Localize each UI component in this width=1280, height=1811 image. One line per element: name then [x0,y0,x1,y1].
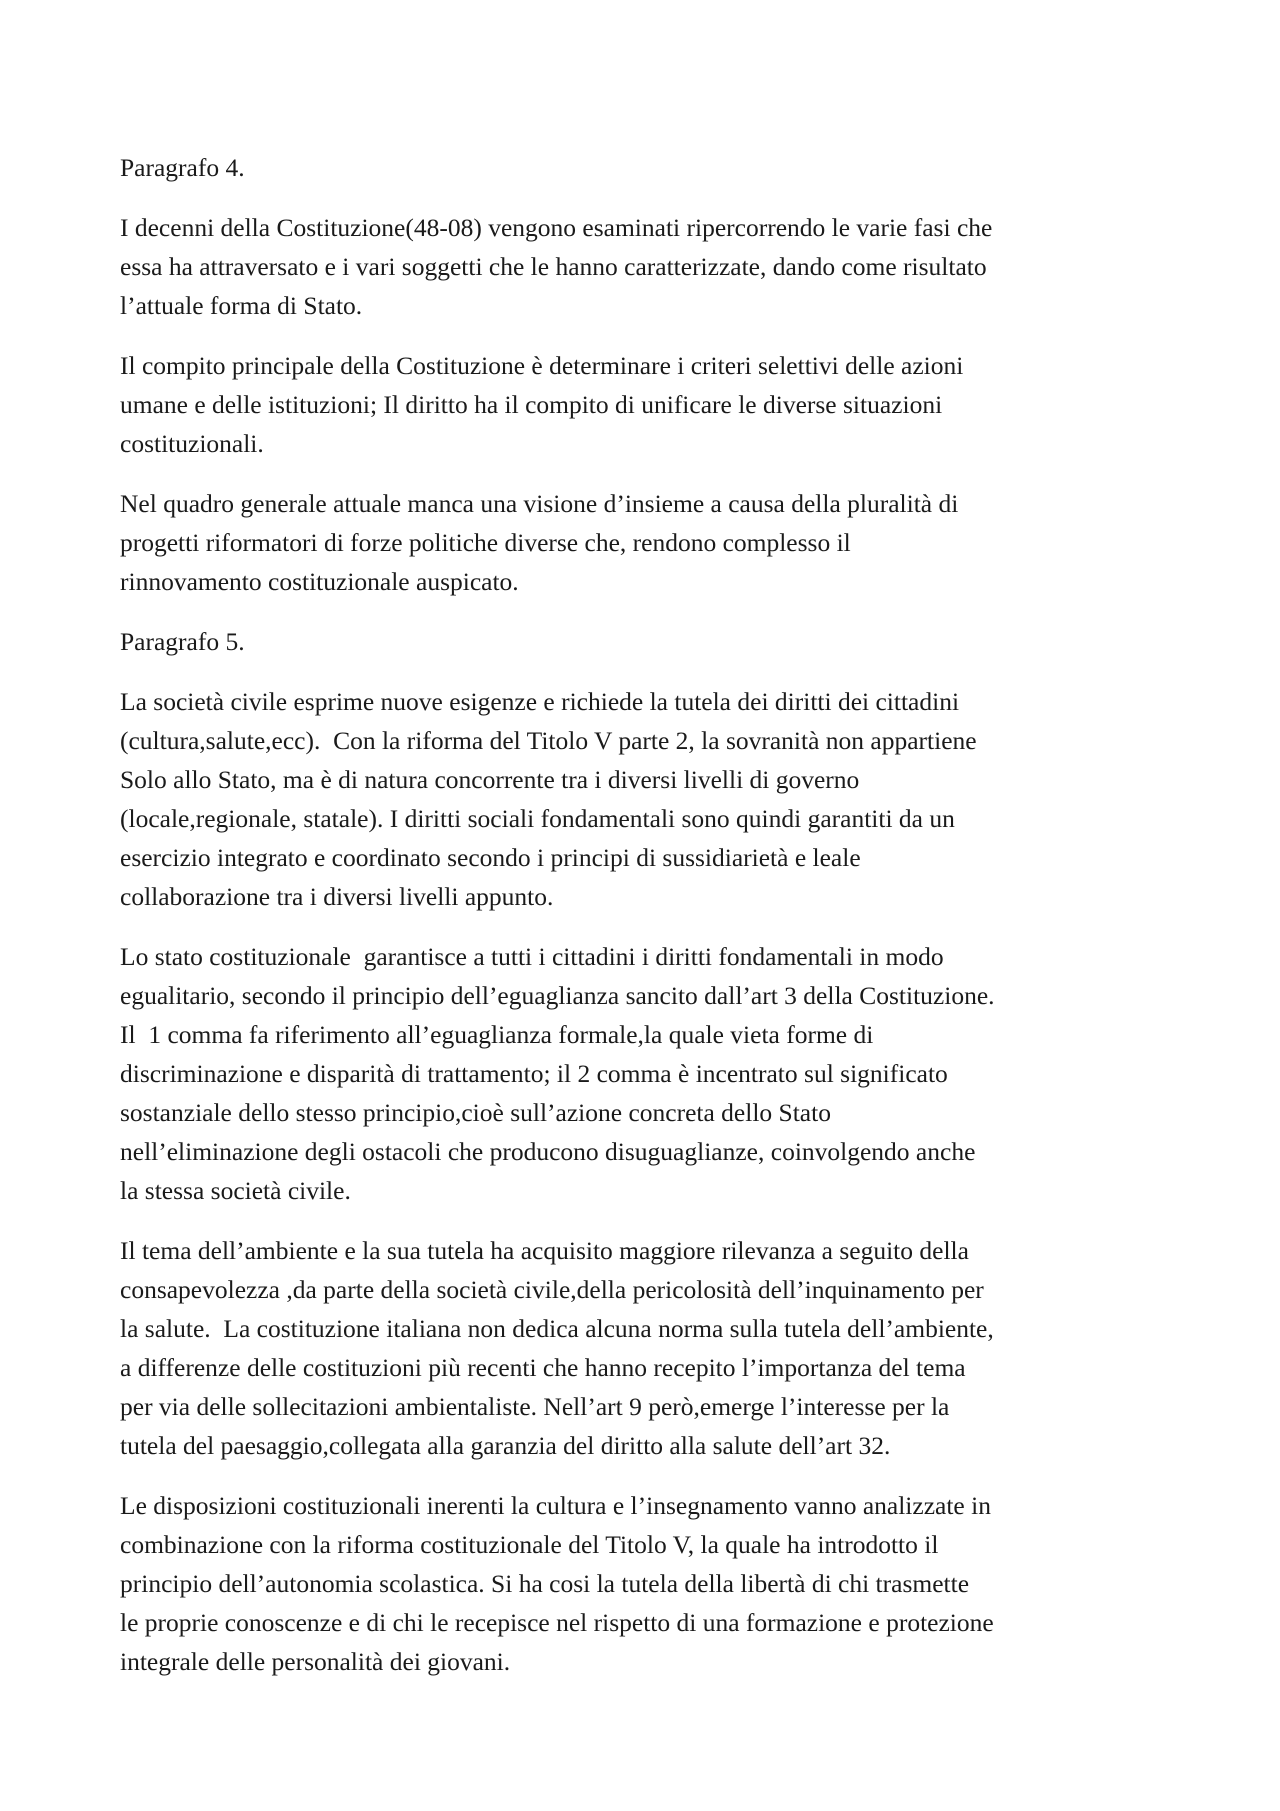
text-line: rinnovamento costituzionale auspicato. [120,567,519,596]
text-line: nell’eliminazione degli ostacoli che producono disuguaglianze, coinvolgendo anche [120,1137,976,1166]
text-line: collaborazione tra i diversi livelli appunto. [120,882,554,911]
text-line: Paragrafo 4. [120,153,245,182]
heading-paragrafo-4 [120,148,1180,187]
body-paragraph-6 [120,1231,1180,1465]
text-line: combinazione con la riforma costituzionale del Titolo V, la quale ha introdotto il [120,1530,939,1559]
text-line: Paragrafo 5. [120,627,245,656]
text-line: Nel quadro generale attuale manca una visione d’insieme a causa della pluralità di [120,489,959,518]
text-line: (locale,regionale, statale). I diritti sociali fondamentali sono quindi garantiti da un [120,804,955,833]
text-line: Il compito principale della Costituzione è determinare i criteri selettivi delle azioni [120,351,964,380]
text-line: esercizio integrato e coordinato secondo i principi di sussidiarietà e leale [120,843,861,872]
text-line: la stessa società civile. [120,1176,351,1205]
text-line: umane e delle istituzioni; Il diritto ha il compito di unificare le diverse situazioni [120,390,943,419]
text-line: (cultura,salute,ecc). Con la riforma del Titolo V parte 2, la sovranità non appartiene [120,726,977,755]
text-line: Il tema dell’ambiente e la sua tutela ha acquisito maggiore rilevanza a seguito della [120,1236,969,1265]
text-line: Il 1 comma fa riferimento all’eguaglianza formale,la quale vieta forme di [120,1020,874,1049]
body-paragraph-4 [120,682,1180,916]
body-paragraph-3 [120,484,1180,601]
text-line: costituzionali. [120,429,264,458]
text-line: essa ha attraversato e i vari soggetti che le hanno caratterizzate, dando come risultato [120,252,987,281]
text-line: le proprie conoscenze e di chi le recepisce nel rispetto di una formazione e protezione [120,1608,994,1637]
text-line: la salute. La costituzione italiana non dedica alcuna norma sulla tutela dell’ambiente, [120,1314,994,1343]
text-line: a differenze delle costituzioni più recenti che hanno recepito l’importanza del tema [120,1353,966,1382]
text-line: egualitario, secondo il principio dell’eguaglianza sancito dall’art 3 della Costituzione. [120,981,995,1010]
body-paragraph-5 [120,937,1180,1210]
text-line: discriminazione e disparità di trattamento; il 2 comma è incentrato sul significato [120,1059,948,1088]
text-line: consapevolezza ,da parte della società civile,della pericolosità dell’inquinamento per [120,1275,984,1304]
text-line: sostanziale dello stesso principio,cioè sull’azione concreta dello Stato [120,1098,831,1127]
body-paragraph-1 [120,208,1180,325]
text-line: integrale delle personalità dei giovani. [120,1647,511,1676]
text-line: I decenni della Costituzione(48-08) vengono esaminati ripercorrendo le varie fasi che [120,213,993,242]
text-line: progetti riformatori di forze politiche diverse che, rendono complesso il [120,528,851,557]
text-line: tutela del paesaggio,collegata alla garanzia del diritto alla salute dell’art 32. [120,1431,891,1460]
text-line: Lo stato costituzionale garantisce a tutti i cittadini i diritti fondamentali in modo [120,942,944,971]
body-paragraph-7 [120,1486,1180,1681]
text-line: Le disposizioni costituzionali inerenti la cultura e l’insegnamento vanno analizzate in [120,1491,991,1520]
text-line: Solo allo Stato, ma è di natura concorrente tra i diversi livelli di governo [120,765,860,794]
text-line: principio dell’autonomia scolastica. Si ha cosi la tutela della libertà di chi trasmette [120,1569,970,1598]
heading-paragrafo-5 [120,622,1180,661]
text-line: La società civile esprime nuove esigenze e richiede la tutela dei diritti dei cittadini [120,687,960,716]
document-page [120,148,1180,1702]
body-paragraph-2 [120,346,1180,463]
text-line: l’attuale forma di Stato. [120,291,363,320]
text-line: per via delle sollecitazioni ambientaliste. Nell’art 9 però,emerge l’interesse per la [120,1392,950,1421]
